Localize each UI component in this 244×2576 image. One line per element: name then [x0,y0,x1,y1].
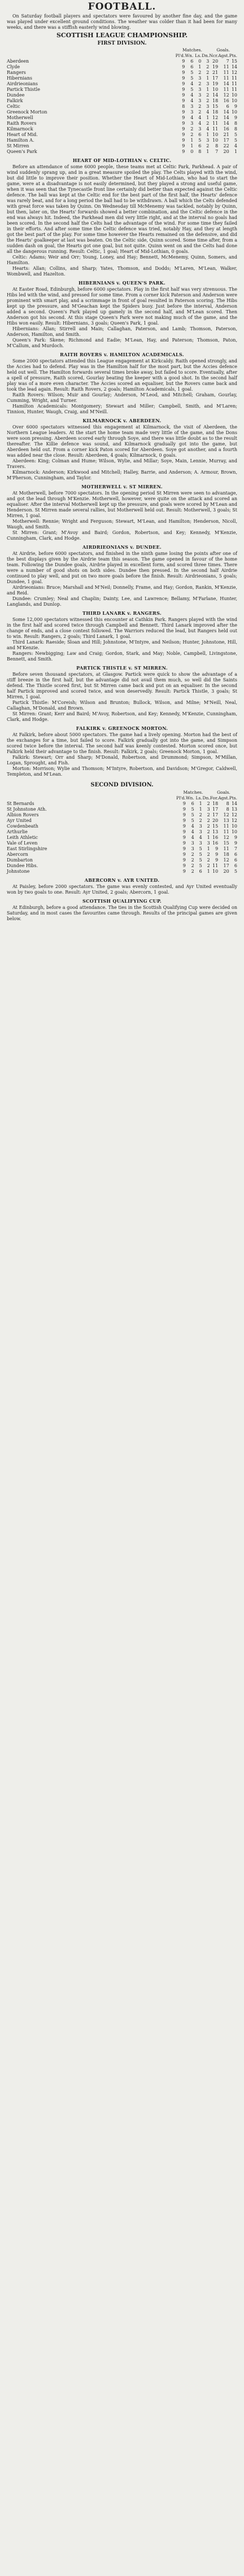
closing-reports [7,877,237,922]
report-heading: FALKIRK v. GREENOCK MORTON. [76,725,168,731]
table-row: Partick Thistle 9 5 3 1 10 11 11 [7,87,237,92]
team-lineup: Third Lanark: Raeside; Sloan and Hill; Johnstone, M'Intyre, and Neilson; Hunter, Johnstone, Hill, and M'Kenzie. [7,640,237,650]
second-division-table [7,790,237,874]
second-division-title: SECOND DIVISION. [90,782,154,788]
team-lineup: Dundee: Crumley; Neal and Chaplin; Dainty, Lee, and Lawrence; Bellamy, M'Farlane, Hunter, Langlands, and Dunlop. [7,596,237,607]
team-lineup: Falkirk: Stewart; Orr and Sharp; M'Donald, Robertson, and Drummond; Simpson, M'Millan, Logan, Sprought, and Fish. [7,755,237,766]
table-row: St Bernards 9 6 1 2 18 8 14 [7,801,237,806]
table-row: Abercorn 9 2 5 2 9 18 6 [7,852,237,857]
report-heading: HIBERNIANS v. QUEEN'S PARK. [79,280,165,286]
table-row: Arthurlie 9 4 3 2 13 11 10 [7,829,237,834]
table-row: Hamilton A. 9 1 5 3 10 17 5 [7,138,237,143]
table-row: Raith Rovers 9 3 4 2 11 14 8 [7,121,237,126]
team-lineup: Motherwell: Rennie; Wright and Ferguson; Stewart, M'Lean, and Hamilton; Henderson, Nicoll, Waugh, and Smith. [7,519,237,530]
match-reports [7,158,237,777]
team-lineup: Morton: Morrison; Wylie and Thomson; M'Intyre, Robertson, and Davidson; M'Gregor, Caldwell, Templeton, and M'Lean. [7,766,237,777]
team-lineup: St Mirren: Grant; Kerr and Baird; M'Avoy, Robertson, and Key; Kennedy, M'Kenzie, Cunningham, Clark, and Hodge. [7,711,237,722]
team-lineup: Rangers: Newbigging; Law and Craig; Gordon, Stark, and May; Noble, Campbell, Livingstone, Bennett, and Smith. [7,651,237,662]
team-lineup: Celtic: Adams; Weir and Orr; Young, Loney, and Hay; Bennett, McMenemy, Quinn, Somers, and Hamilton. [7,255,237,265]
table-column-header: Pl'd. Wn. Ls. Dn. Ncr. Agst. Pts. [175,53,237,58]
report-heading: ABERCORN v. AYR UNITED. [84,877,160,883]
report-body: Some 12,000 spectators witnessed this encounter at Cathkin Park. Rangers played with the wind in the first half and scored twice through Campbell and Bennett. Third Lanark improved after the change of ends, and a close contest followed. The Warriors reduced the lead, but Rangers held out to win. Result: Rangers, 2 goals; Third Lanark, 1 goal. [7,617,237,639]
table-row: Motherwell 9 4 4 1 12 14 9 [7,115,237,120]
team-lineup: Kilmarnock: Anderson; Kirkwood and Mitchell; Halley, Barrie, and Anderson; A. Armour, Brown, M'Pherson, Cunningham, and Taylor. [7,470,237,480]
report-body: Before an attendance of some 6000 people, these teams met at Celtic Park, Parkhead. A pair of wind suddenly sprang up, and in a great measure spoiled the play. The Celts played with the wind, but did little to improve their position. Whether the Heart of Mid-Lothian, who had to start the game, were at a disadvantage is not easily determined, but they played a strong and useful game, when it was seen that the Tynecastle front line certainly did better than expected against the Celtic defence. The ball was kept at the Celtic end for the best part of the first half, the Hearts' defence was rarely beat, and for a long period the ball had to be withdrawn. A ball which the Celts defended with great force was taken by Quinn. On Wednesday till McMenemy was tackled, notably by Quinn, but then, later on, the Hearts' forwards showed a better combination, and the Celtic defence in the end was always hit. Indeed, the Parkhead men did very little right, and at the interval no goals had been scored. In the second half the Celts had the advantage of the wind. For some time they failed in their efforts. And after some time the Celtic defence was tried, notably Hay, and they at length got the best part of the play. For some time however the Hearts remained on the defensive, and did the Hearts' goalkeeper at last was beaten. On the Celtic side, Quinn scored. Some time after, from a sudden dash on goal, the Hearts got one goal, but not quite. Quinn went on and the Celts had done all the dangerous running. Result: Celtic, 1 goal; Heart of Mid-Lothian, 0 goals. [7,164,237,254]
table-row: Airdrieonians 9 4 2 3 19 14 11 [7,81,237,86]
report-body: At Paisley, before 2000 spectators. The game was evenly contested, and Ayr United eventually won by two goals to one. Result: Ayr United, 2 goals; Abercorn, 1 goal. [7,884,237,895]
table-row: Cowdenbeath 9 4 3 2 15 11 10 [7,824,237,829]
table-group-header: Matches. Goals. [183,790,230,795]
report-body: At Airdrie, before 6000 spectators, and finished in the ninth game losing the points after one of the best displays given by the Airdrie team this season. The game opened in favour of the home team. Following the Dundee goals, Airdrie played in excellent form, and scored three times. There were a number of good shots on both sides. Dundee then pressed. In the second half Airdrie continued to play well, and put on two more goals before the finish. Result: Airdrieonians, 5 goals; Dundee, 1 goal. [7,551,237,584]
report-heading: MOTHERWELL v. ST MIRREN. [81,484,163,489]
report-heading: KILMARNOCK v. ABERDEEN. [82,418,162,423]
report-heading: PARTICK THISTLE v. ST MIRREN. [76,665,168,671]
team-lineup: Hamilton Academicals: Montgomery; Stewart and Miller; Campbell, Smith, and M'Laren; Tinnion, Hunter, Waugh, Craig, and M'Neill. [7,404,237,414]
section-masthead: FOOTBALL. [88,1,156,12]
report-heading: THIRD LANARK v. RANGERS. [82,610,162,616]
report-body: Over 6000 spectators witnessed this engagement at Kilmarnock, the visit of Aberdeen, the Northern League leaders. At the start the home team made very little of the game, and the Dons were soon pressing. Aberdeen scored early through Soye, and there was little doubt as to the result thereafter. The Killie defence was sound, and Kilmarnock gradually got into the game, but Aberdeen held out. From a corner kick Paton scored for Aberdeen. Soye got another, and a fourth was added near the close. Result: Aberdeen, 4 goals; Kilmarnock, 0 goals. [7,425,237,458]
report-body: At Easter Road, Edinburgh, before 6000 spectators. Play in the first half was very strenuous. The Hibs led with the wind, and pressed for some time. From a corner kick Paterson and Anderson were prominent with smart play, and a scrimmage in front of goal resulted in Paterson scoring. The Hibs kept up the pressure, and M'Geachan kept the Spiders busy. Just before the interval, Anderson added a second. Queen's Park played up gamely in the second half, and M'Lean scored. Then Anderson got his second. At this stage Queen's Park were not making much of the game, and the Hibs won easily. Result: Hibernians, 3 goals; Queen's Park, 1 goal. [7,287,237,326]
table-row: Dumbarton 9 2 5 2 9 12 6 [7,858,237,863]
table-column-header: Pl'd. Wn. Ls. Dn. For. Agst. Pts. [176,795,237,801]
table-row: Johnstone 9 2 6 1 10 20 5 [7,869,237,874]
table-row: Aberdeen 9 6 0 3 20 7 15 [7,59,237,64]
table-row: Heart of Mid. 9 2 6 1 10 21 5 [7,132,237,137]
table-row: Vale of Leven 9 3 3 3 16 15 9 [7,841,237,846]
team-lineup: Airdrieonians: Bruce; Marshall and M'Neil; Donnelly, Frame, and Hay; Gordon, Rankin, M'Kenzie, and Reid. [7,585,237,596]
report-heading: RAITH ROVERS v. HAMILTON ACADEMICALS. [60,352,184,357]
table-row: Kilmarnock 9 2 3 4 11 16 8 [7,126,237,132]
table-row: Greenock Morton 9 3 2 4 18 14 10 [7,110,237,115]
report-heading: SCOTTISH QUALIFYING CUP. [82,898,162,904]
team-lineup: Partick Thistle: M'Coreish; Wilson and Brunton; Bullock, Wilson, and Milne; M'Neill, Neal, Callaghan, M'Donald, and Brown. [7,700,237,711]
table-row: Celtic 8 3 2 3 15 6 9 [7,104,237,109]
team-lineup: Queen's Park: Skene; Richmond and Eadie; M'Lean, Hay, and Paterson; Thomson, Paton, M'Callum, and Murdoch. [7,338,237,348]
table-row: Leith Athletic 9 4 4 1 16 12 9 [7,835,237,840]
table-row: Rangers 9 5 2 2 21 11 12 [7,70,237,75]
league-subtitle: FIRST DIVISION. [97,41,147,46]
team-lineup: Aberdeen: King; Colman and Hume; Wilson, Wylie, and Millar; Soye, Main, Lennie, Murray, and Travers. [7,458,237,469]
report-heading: AIRDRIEONIANS v. DUNDEE. [82,544,162,550]
newspaper-page [0,0,244,922]
table-row: Queen's Park 9 0 8 1 7 20 1 [7,149,237,154]
table-group-header: Matches. Goals. [182,47,230,53]
table-row: Ayr United 9 5 2 2 20 13 12 [7,818,237,823]
team-lineup: St Mirren: Grant; M'Avoy and Baird; Gordon, Robertson, and Key; Kennedy, M'Kenzie, Cunningham, Clark, and Hodge. [7,530,237,541]
report-body: At Motherwell, before 7000 spectators. In the opening period St Mirren were seen to advantage, and got the lead through M'Kenzie. Motherwell, however, were quite on the attack and scored an equaliser. After the interval Motherwell kept up the pressure, and goals were scored by M'Lean and Henderson. St Mirren made several rallies, but Motherwell held out. Result: Motherwell, 3 goals; St Mirren, 1 goal. [7,491,237,518]
team-lineup: Hearts: Allan; Collins, and Sharp; Yates, Thomson, and Dodds; M'Laren, M'Lean, Walker, Wombwell, and Hazelton. [7,266,237,277]
team-lineup: Hibernians: Allan; Stirrell and Main; Callaghan, Paterson, and Lamb; Thomson, Paterson, Anderson, Hamilton, and Smith. [7,326,237,337]
table-row: Hibernians 9 5 3 1 17 11 11 [7,76,237,81]
first-division-table [7,47,237,155]
table-row: Dundee Hibs. 9 2 5 2 11 17 6 [7,863,237,868]
intro-paragraph: On Saturday football players and spectators were favoured by another fine day, and the game was played under excellent ground conditions. The weather was colder than it had been for many weeks, and there was a stiffish easterly wind blowing. [7,14,237,30]
report-heading: HEART OF MID-LOTHIAN v. CELTIC. [72,158,172,163]
report-body: At Falkirk, before about 5000 spectators. The game had a lively opening. Morton had the best of the exchanges for a time, but failed to score. Falkirk gradually got into the game, and Simpson scored twice before the interval. The second half was keenly contested. Morton scored once, but Falkirk held their advantage to the finish. Result: Falkirk, 2 goals; Greenock Morton, 1 goal. [7,732,237,754]
table-row: Clyde 9 6 1 2 19 11 14 [7,64,237,69]
report-body: Before seven thousand spectators, at Glasgow. Partick were quick to show the advantage of a stiff breeze in the first half, but the advantage did not avail them much, so well did the Saints defend. The Thistle scored first, but St Mirren came back and put on an equaliser. In the second half Partick improved and scored twice, and won deservedly. Result: Partick Thistle, 3 goals; St Mirren, 1 goal. [7,672,237,699]
table-row: Dundee 9 4 3 2 14 12 10 [7,93,237,98]
league-title: SCOTTISH LEAGUE CHAMPIONSHIP. [56,32,188,39]
table-row: Albion Rovers 9 5 2 2 17 12 12 [7,812,237,817]
table-row: St Johnstone Ath. 9 5 1 3 17 8 13 [7,807,237,812]
table-row: St Mirren 9 1 6 2 8 22 4 [7,143,237,148]
report-body: At Edinburgh, before a good attendance. The ties in the Scottish Qualifying Cup were decided on Saturday, and in most cases the favourites came through. Results of the principal games are given below. [7,905,237,921]
table-row: East Stirlingshire 9 3 5 1 9 11 7 [7,846,237,851]
report-body: Some 2000 spectators attended this League engagement at Kirkcaldy. Raith opened strongly, and the Accies had to defend. Play was in the Hamilton half for the most part, but the Accies defence held out well. The Hamilton forwards several times broke away, but failed to score. Eventually, after a spell of pressure, Raith scored, Gourlay beating the keeper with a good shot. In the second half play was of a more even character. The Accies scored an equaliser, but the Rovers came back and took the lead again. Result: Raith Rovers, 2 goals; Hamilton Academicals, 1 goal. [7,358,237,392]
team-lineup: Raith Rovers: Wilson; Muir and Gourlay; Anderson, M'Leod, and Mitchell; Graham, Gourlay, Cumming, Wright, and Turner. [7,392,237,403]
table-row: Falkirk 9 4 3 2 18 16 10 [7,98,237,103]
